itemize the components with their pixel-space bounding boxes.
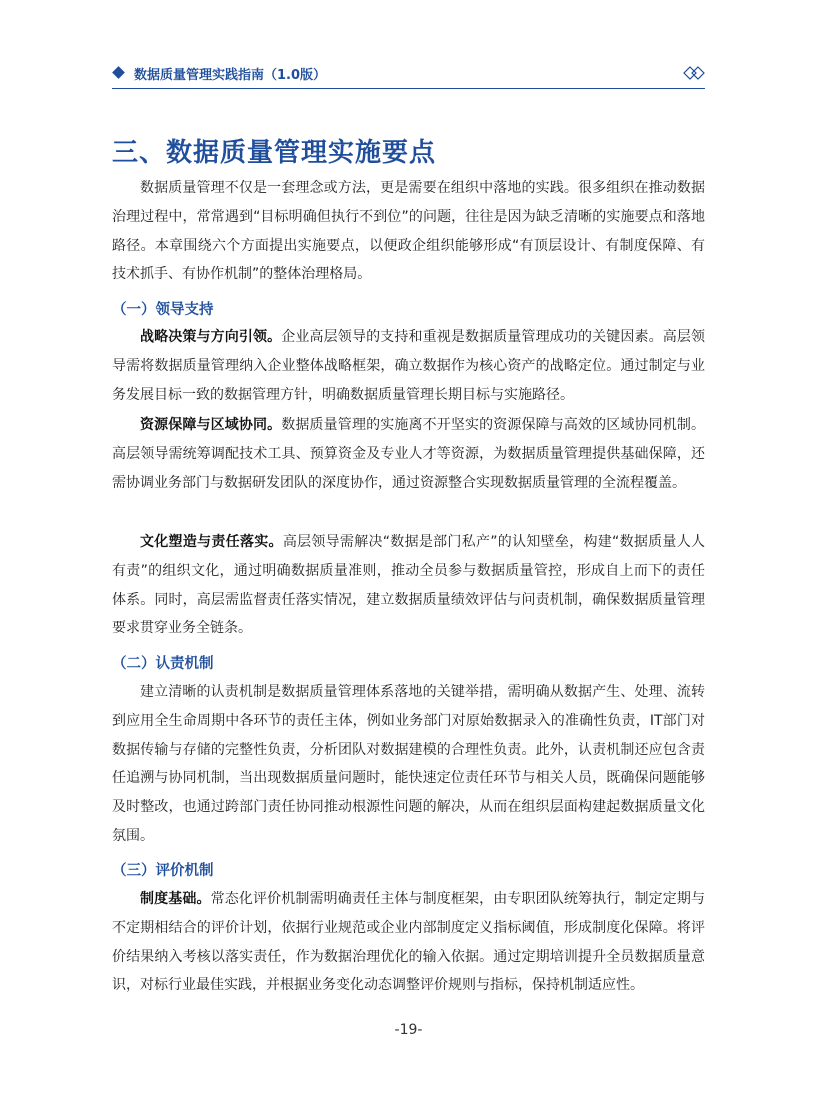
diamond-bullet-icon <box>112 66 125 79</box>
paragraph-body: 企业高层领导的支持和重视是数据质量管理成功的关键因素。高层领导需将数据质量管理纳入企业整体战略框架，确立数据作为核心资产的战略定位。通过制定与业务发展目标一致的数据管理方针，明确数据质量管理长期目标与实施路径。 <box>112 329 706 403</box>
page-number: -19- <box>394 1022 423 1038</box>
paragraph-body: 高层领导需解决“数据是部门私产”的认知壁垒，构建“数据质量人人有责”的组织文化，通过明确数据质量准则，推动全员参与数据质量管控，形成自上而下的责任体系。同时，高层需监督责任落实情况，建立数据质量绩效评估与问责机制，确保数据质量管理要求贯穿业务全链条。 <box>112 534 705 637</box>
section-title: 三、数据质量管理实施要点 <box>112 138 437 168</box>
paragraph-strategy <box>112 323 705 409</box>
paragraph-lead: 文化塑造与责任落实。 <box>140 534 283 550</box>
paragraph-evaluation <box>112 885 705 1000</box>
subsection-title-leadership: （一）领导支持 <box>112 302 214 318</box>
header-title: 数据质量管理实践指南（1.0版） <box>134 68 327 83</box>
paragraph-accountability: 建立清晰的认责机制是数据质量管理体系落地的关键举措，需明确从数据产生、处理、流转到应用全生命周期中各环节的责任主体，例如业务部门对原始数据录入的准确性负责，IT部门对数据传输与存储的完整性负责，分析团队对数据建模的合理性负责。此外，认责机制还应包含责任追溯与协同机制，当出现数据质量问题时，能快速定位责任环节与相关人员，既确保问题能够及时整改，也通过跨部门责任协同推动根源性问题的解决，从而在组织层面构建起数据质量文化氛围。 <box>112 684 705 844</box>
double-diamond-logo-icon <box>683 65 705 85</box>
paragraph-body: 数据质量管理的实施离不开坚实的资源保障与高效的区域协同机制。高层领导需统筹调配技术工具、预算资金及专业人才等资源，为数据质量管理提供基础保障，还需协调业务部门与数据研发团队的深度协作，通过资源整合实现数据质量管理的全流程覆盖。 <box>112 417 706 491</box>
paragraph-culture <box>112 528 705 643</box>
paragraph-lead: 制度基础。 <box>140 891 211 907</box>
subsection-title-accountability: （二）认责机制 <box>112 656 214 672</box>
paragraph-lead: 战略决策与方向引领。 <box>140 329 282 345</box>
paragraph-lead: 资源保障与区域协同。 <box>140 417 282 433</box>
paragraph-resources <box>112 411 705 497</box>
subsection-title-evaluation: （三）评价机制 <box>112 863 214 879</box>
page-header <box>112 62 705 89</box>
intro-paragraph: 数据质量管理不仅是一套理念或方法，更是需要在组织中落地的实践。很多组织在推动数据治理过程中，常常遇到“目标明确但执行不到位”的问题，往往是因为缺乏清晰的实施要点和落地路径。本章围绕六个方面提出实施要点，以便政企组织能够形成“有顶层设计、有制度保障、有技术抓手、有协作机制”的整体治理格局。 <box>112 180 705 283</box>
paragraph-body: 常态化评价机制需明确责任主体与制度框架，由专职团队统筹执行，制定定期与不定期相结合的评价计划，依据行业规范或企业内部制度定义指标阈值，形成制度化保障。将评价结果纳入考核以落实责任，作为数据治理优化的输入依据。通过定期培训提升全员数据质量意识，对标行业最佳实践，并根据业务变化动态调整评价规则与指标，保持机制适应性。 <box>112 891 706 994</box>
